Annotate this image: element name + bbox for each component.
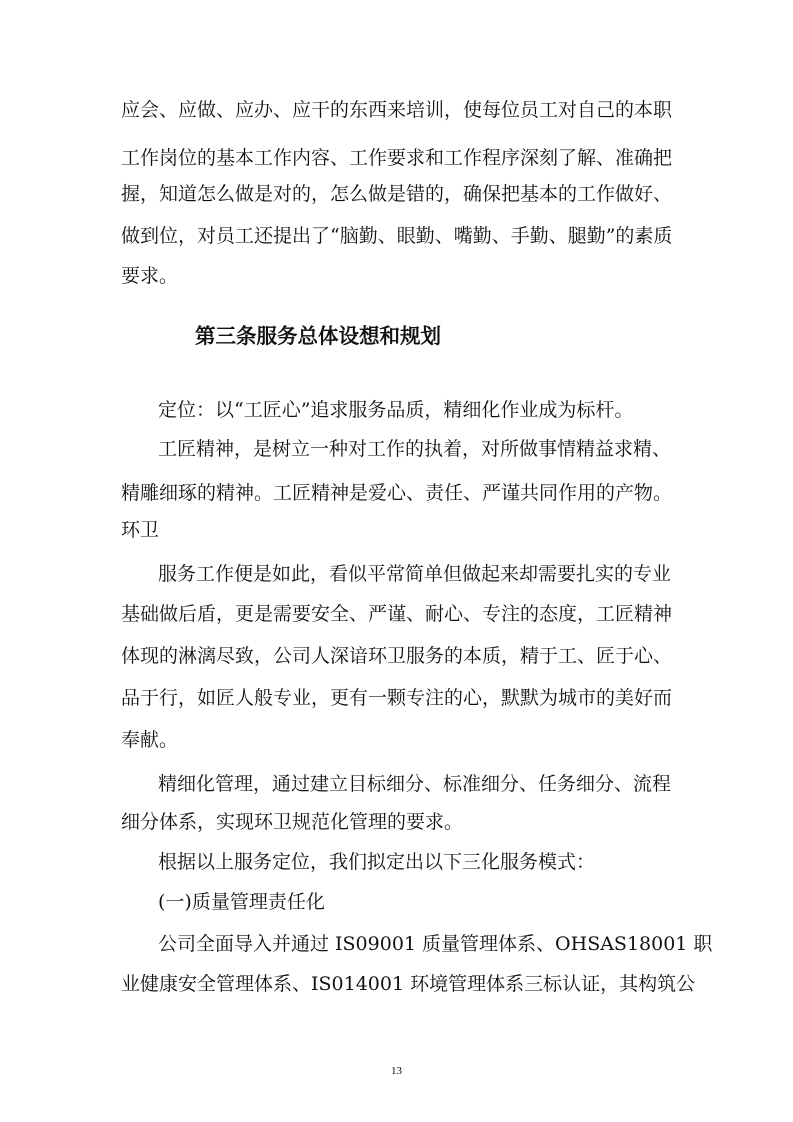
paragraph-line: 根据以上服务定位，我们拟定出以下三化服务模式： xyxy=(158,851,596,873)
paragraph-line: 公司全面导入并通过 IS09001 质量管理体系、OHSAS18001 职 xyxy=(158,933,713,955)
paragraph-line: 握，知道怎么做是对的，怎么做是错的，确保把基本的工作做好、 xyxy=(121,183,673,205)
section-heading: 第三条服务总体设想和规划 xyxy=(195,324,441,348)
paragraph-line: 精细化管理，通过建立目标细分、标准细分、任务细分、流程 xyxy=(158,773,672,795)
list-heading: (一)质量管理责任化 xyxy=(158,891,325,913)
paragraph-line: 定位：以“工匠心”追求服务品质，精细化作业成为标杆。 xyxy=(158,399,634,421)
paragraph-line: 做到位，对员工还提出了“脑勤、眼勤、嘴勤、手勤、腿勤”的素质 xyxy=(121,225,673,247)
paragraph-line: 要求。 xyxy=(121,265,179,287)
paragraph-line: 应会、应做、应办、应干的东西来培训，使每位员工对自己的本职 xyxy=(121,99,673,121)
paragraph-line: 工匠精神，是树立一种对工作的执着，对所做事情精益求精、 xyxy=(158,438,672,460)
paragraph-line: 精雕细琢的精神。工匠精神是爱心、责任、严谨共同作用的产物。 xyxy=(121,482,673,504)
paragraph-line: 工作岗位的基本工作内容、工作要求和工作程序深刻了解、准确把 xyxy=(121,147,673,169)
paragraph-line: 奉献。 xyxy=(121,729,179,751)
paragraph-line: 体现的淋漓尽致，公司人深谙环卫服务的本质，精于工、匠于心、 xyxy=(121,645,673,667)
paragraph-line: 基础做后盾，更是需要安全、严谨、耐心、专注的态度，工匠精神 xyxy=(121,603,673,625)
paragraph-line: 环卫 xyxy=(121,519,160,541)
paragraph-line: 品于行，如匠人般专业，更有一颗专注的心，默默为城市的美好而 xyxy=(121,687,673,709)
paragraph-line: 服务工作便是如此，看似平常简单但做起来却需要扎实的专业 xyxy=(158,563,672,585)
paragraph-line: 细分体系，实现环卫规范化管理的要求。 xyxy=(121,811,464,833)
paragraph-line: 业健康安全管理体系、IS014001 环境管理体系三标认证，其构筑公 xyxy=(121,973,696,995)
page-number: 13 xyxy=(391,1065,402,1077)
